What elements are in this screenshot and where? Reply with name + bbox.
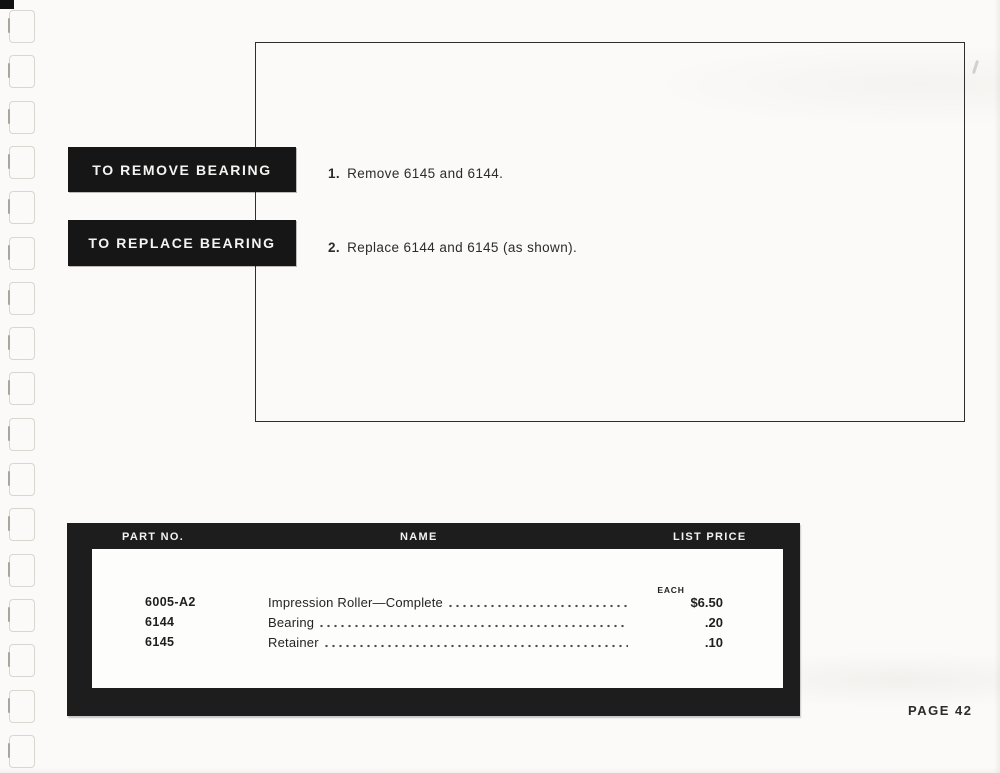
binding-hole [9, 327, 35, 360]
page-number: PAGE 42 [908, 703, 973, 718]
dot-leader [323, 643, 628, 649]
dot-leader [447, 603, 628, 609]
binding-hole [9, 55, 35, 88]
cell-part-no: 6005-A2 [145, 595, 196, 609]
binding-hole [9, 146, 35, 179]
cell-name: Impression Roller—Complete [268, 595, 443, 610]
column-header-name: NAME [400, 531, 438, 543]
binding-hole [9, 735, 35, 768]
cell-price: .20 [704, 615, 723, 630]
cell-name: Bearing [268, 615, 315, 630]
binding-hole [9, 599, 35, 632]
binding-hole [9, 554, 35, 587]
binding-hole [9, 282, 35, 315]
binding-hole [9, 10, 35, 43]
section-bar-label: TO REPLACE BEARING [88, 235, 276, 251]
binding-hole [9, 644, 35, 677]
cell-part-no: 6145 [145, 635, 175, 649]
binding-hole [9, 101, 35, 134]
step-number: 2. [328, 240, 341, 255]
binding-hole [9, 191, 35, 224]
cell-name: Retainer [268, 635, 319, 650]
section-bar-label: TO REMOVE BEARING [92, 161, 272, 178]
binding-strip [0, 0, 44, 773]
cell-price: .10 [704, 635, 723, 650]
binding-hole [9, 237, 35, 270]
unit-label: EACH [657, 585, 685, 595]
parts-price-table [67, 523, 800, 716]
step-2 [328, 240, 577, 255]
section-bar-remove-bearing [68, 147, 296, 192]
cell-part-no: 6144 [145, 615, 175, 629]
binding-hole [9, 690, 35, 723]
table-row [92, 595, 783, 613]
cell-price: $6.50 [690, 595, 723, 610]
section-bar-replace-bearing [68, 220, 296, 266]
binding-hole [9, 463, 35, 496]
binding-hole [9, 508, 35, 541]
table-row [92, 615, 783, 633]
binding-hole [9, 372, 35, 405]
binding-hole [9, 418, 35, 451]
column-header-list-price: LIST PRICE [673, 531, 747, 543]
step-1 [328, 166, 503, 181]
table-row [92, 635, 783, 653]
column-header-part-no: PART NO. [122, 531, 185, 543]
step-text: Remove 6145 and 6144. [347, 166, 504, 181]
dot-leader [318, 623, 628, 629]
step-number: 1. [328, 166, 341, 181]
scan-speck [972, 60, 979, 74]
table-body [92, 549, 783, 688]
step-text: Replace 6144 and 6145 (as shown). [347, 240, 578, 255]
illustration-box [255, 42, 965, 422]
